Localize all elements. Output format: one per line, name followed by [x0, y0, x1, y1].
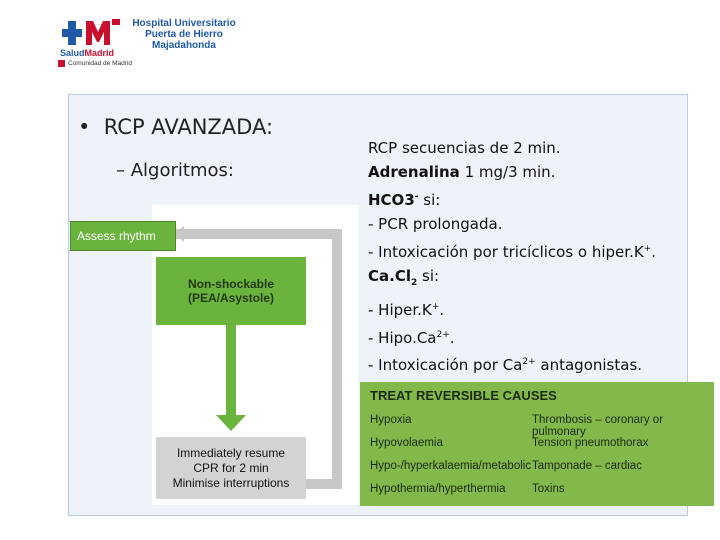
sub-bullet: – Algoritmos: — [116, 160, 234, 181]
hospital-name-line1: Hospital Universitario — [132, 18, 236, 29]
main-bullet: • RCP AVANZADA: — [78, 115, 274, 139]
cause-left-item: Hypoxia — [370, 414, 412, 426]
loop-connector-right — [332, 229, 342, 489]
treatment-info — [368, 136, 656, 378]
cause-left-item: Hypo-/hyperkalaemia/metabolic — [370, 460, 532, 472]
cacl-item3-end: antagonistas. — [535, 356, 643, 375]
cacl-subscript: 2 — [410, 278, 418, 289]
salud-madrid-label — [60, 48, 114, 58]
flow-connector — [226, 325, 236, 415]
info-hco3-item1: - PCR prolongada. — [368, 215, 503, 234]
hospital-name-line3: Majadahonda — [152, 40, 216, 51]
madrid-label: Madrid — [84, 48, 115, 58]
hospital-logo — [58, 14, 258, 72]
info-line-hco3 — [368, 185, 656, 212]
non-shockable-box — [156, 257, 306, 325]
cacl-item1-charge: + — [431, 302, 440, 313]
salud-label: Salud — [60, 48, 85, 58]
non-shockable-line2: (PEA/Asystole) — [187, 291, 275, 305]
resume-cpr-line2: CPR for 2 min — [193, 460, 269, 475]
cacl-item3-charge: 2+ — [522, 357, 536, 368]
hospital-name — [124, 18, 244, 51]
algorithm-diagram — [70, 205, 360, 505]
cacl-item1-text: - Hiper.K — [368, 301, 432, 320]
cacl-item3-text: - Intoxicación por Ca — [368, 356, 523, 375]
cause-right-item: Thrombosis – coronary or pulmonary — [532, 414, 664, 438]
cause-left-item: Hypovolaemia — [370, 437, 443, 449]
resume-cpr-line3: Minimise interruptions — [172, 475, 290, 490]
cacl-label: Ca.Cl — [368, 267, 411, 286]
loop-connector-top — [176, 229, 342, 239]
reversible-causes-title: TREAT REVERSIBLE CAUSES — [370, 388, 557, 403]
non-shockable-line1: Non-shockable — [187, 277, 274, 291]
info-cacl-item1 — [368, 295, 656, 322]
cacl-item2-end: . — [449, 328, 455, 347]
hospital-name-line2: Puerta de Hierro — [145, 29, 223, 40]
info-cacl-item3 — [368, 350, 656, 377]
flow-arrow-icon — [216, 415, 246, 431]
cause-right-item: Tamponade – cardiac — [532, 460, 642, 472]
info-line-rcp: RCP secuencias de 2 min. — [368, 139, 561, 157]
comunidad-text: Comunidad de Madrid — [68, 60, 132, 67]
resume-cpr-line1: Immediately resume — [176, 445, 286, 460]
comunidad-label — [58, 60, 132, 67]
hco3-item2-charge: + — [643, 243, 652, 254]
comunidad-flag-icon — [58, 60, 65, 67]
cacl-item2-text: - Hipo.Ca — [368, 328, 437, 347]
info-line-cacl — [368, 264, 656, 295]
adrenalina-dose: 1 mg/3 min. — [459, 163, 556, 182]
reversible-causes-box — [360, 382, 714, 506]
adrenalina-label: Adrenalina — [368, 163, 460, 182]
info-hco3-item2 — [368, 237, 656, 264]
sub-bullet-text: Algoritmos: — [130, 160, 234, 181]
assess-rhythm-box: Assess rhythm — [70, 221, 176, 251]
cacl-item1-end: . — [439, 301, 445, 320]
hco3-si: si: — [418, 190, 441, 209]
cause-right-item: Tension pneumothorax — [532, 437, 649, 449]
cacl-item2-charge: 2+ — [436, 329, 450, 340]
cacl-si: si: — [417, 267, 440, 286]
main-bullet-text: RCP AVANZADA: — [103, 115, 274, 139]
hco3-item2-text: - Intoxicación por tricíclicos o hiper.K — [368, 242, 644, 261]
info-cacl-item2 — [368, 323, 656, 350]
info-line-adrenalina — [368, 160, 656, 184]
cause-right-item: Toxins — [532, 483, 565, 495]
hco3-label: HCO3 — [368, 190, 415, 209]
hospital-logo-icon — [62, 18, 122, 48]
hco3-charge: - — [414, 191, 419, 202]
cause-left-item: Hypothermia/hyperthermia — [370, 483, 506, 495]
resume-cpr-box — [156, 437, 306, 499]
hco3-item2-end: . — [651, 242, 657, 261]
